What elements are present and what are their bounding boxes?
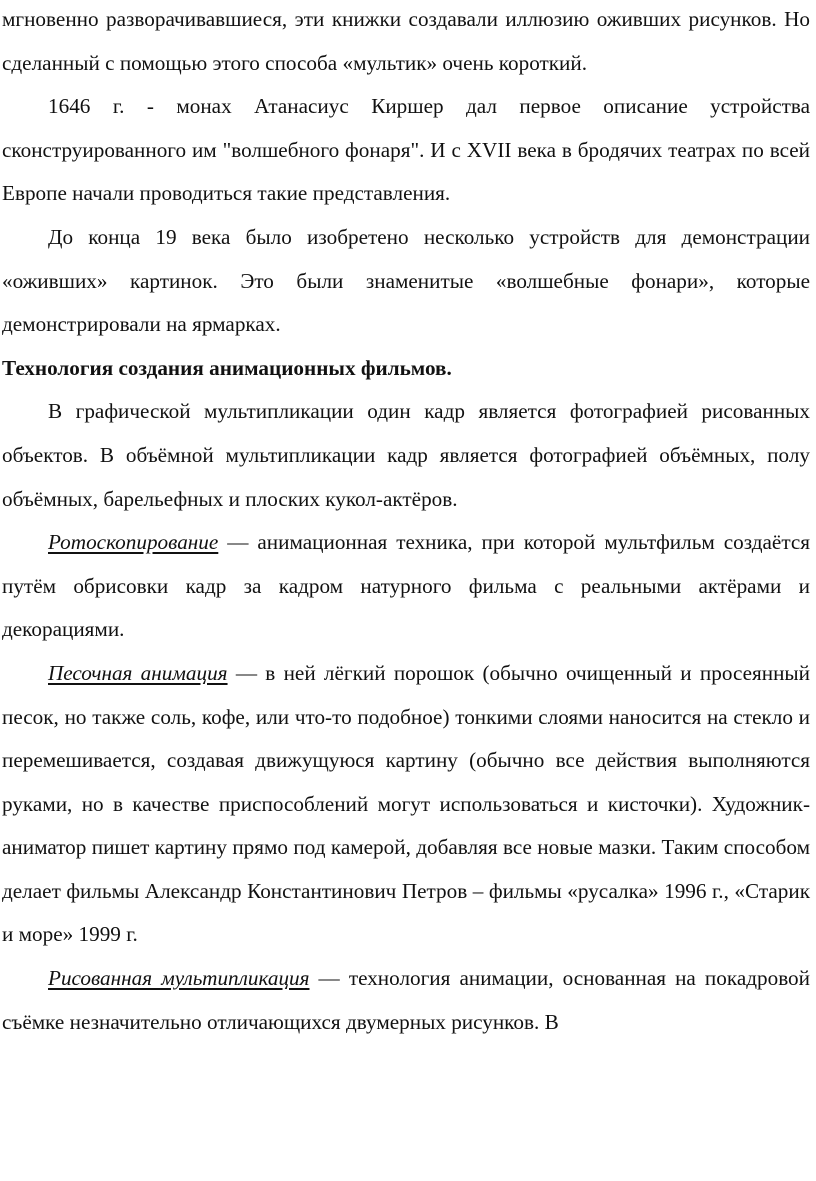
paragraph-devices: До конца 19 века было изобретено несколько устройств для демонстрации «оживших» картинок. Это были знаменитые «волшебные фонари», которые демонстрировали на ярмарках. <box>2 224 810 337</box>
definition-drawn-animation-text: — технология анимации, основанная на покадровой съёмке незначительно отличающихся двумерных рисунков. В <box>2 966 810 1034</box>
definition-sand-animation-text: — в ней лёгкий порошок (обычно очищенный и просеянный песок, но также соль, кофе, или что-то подобное) тонкими слоями наносится на стекло и перемешивается, создавая движущуюся картину (обычно все действия выполняются руками, но в качестве приспособлений могут использоваться и кисточки). Художник-аниматор пишет картину прямо под камерой, добавляя все новые мазки. Таким способом делает фильмы Александр Константинович Петров – фильмы «русалка» 1996 г., «Старик и море» 1999 г. <box>2 660 811 947</box>
term-drawn-animation: Рисованная мультипликация <box>48 966 310 991</box>
paragraph-flipbook: мгновенно разворачивавшиеся, эти книжки создавали иллюзию оживших рисунков. Но сделанный с помощью этого способа «мультик» очень короткий. <box>2 7 810 75</box>
paragraph-section-intro: В графической мультипликации один кадр является фотографией рисованных объектов. В объёмной мультипликации кадр является фотографией объёмных, полу объёмных, барельефных и плоских кукол-актёров. <box>2 399 810 511</box>
section-heading: Технология создания анимационных фильмов. <box>2 355 452 380</box>
term-rotoscoping: Ротоскопирование <box>48 530 219 555</box>
definition-rotoscoping <box>2 521 810 652</box>
definition-drawn-animation <box>2 957 810 1044</box>
definition-rotoscoping-text: — анимационная техника, при которой мультфильм создаётся путём обрисовки кадр за кадром натурного фильма с реальными актёрами и декорациями. <box>2 530 810 642</box>
term-sand-animation: Песочная анимация <box>48 660 228 685</box>
paragraph-magic-lantern: 1646 г. - монах Атанасиус Киршер дал первое описание устройства сконструированного им "волшебного фонаря". И с XVII века в бродячих театрах по всей Европе начали проводиться такие представления. <box>2 94 810 206</box>
definition-sand-animation <box>2 652 810 957</box>
